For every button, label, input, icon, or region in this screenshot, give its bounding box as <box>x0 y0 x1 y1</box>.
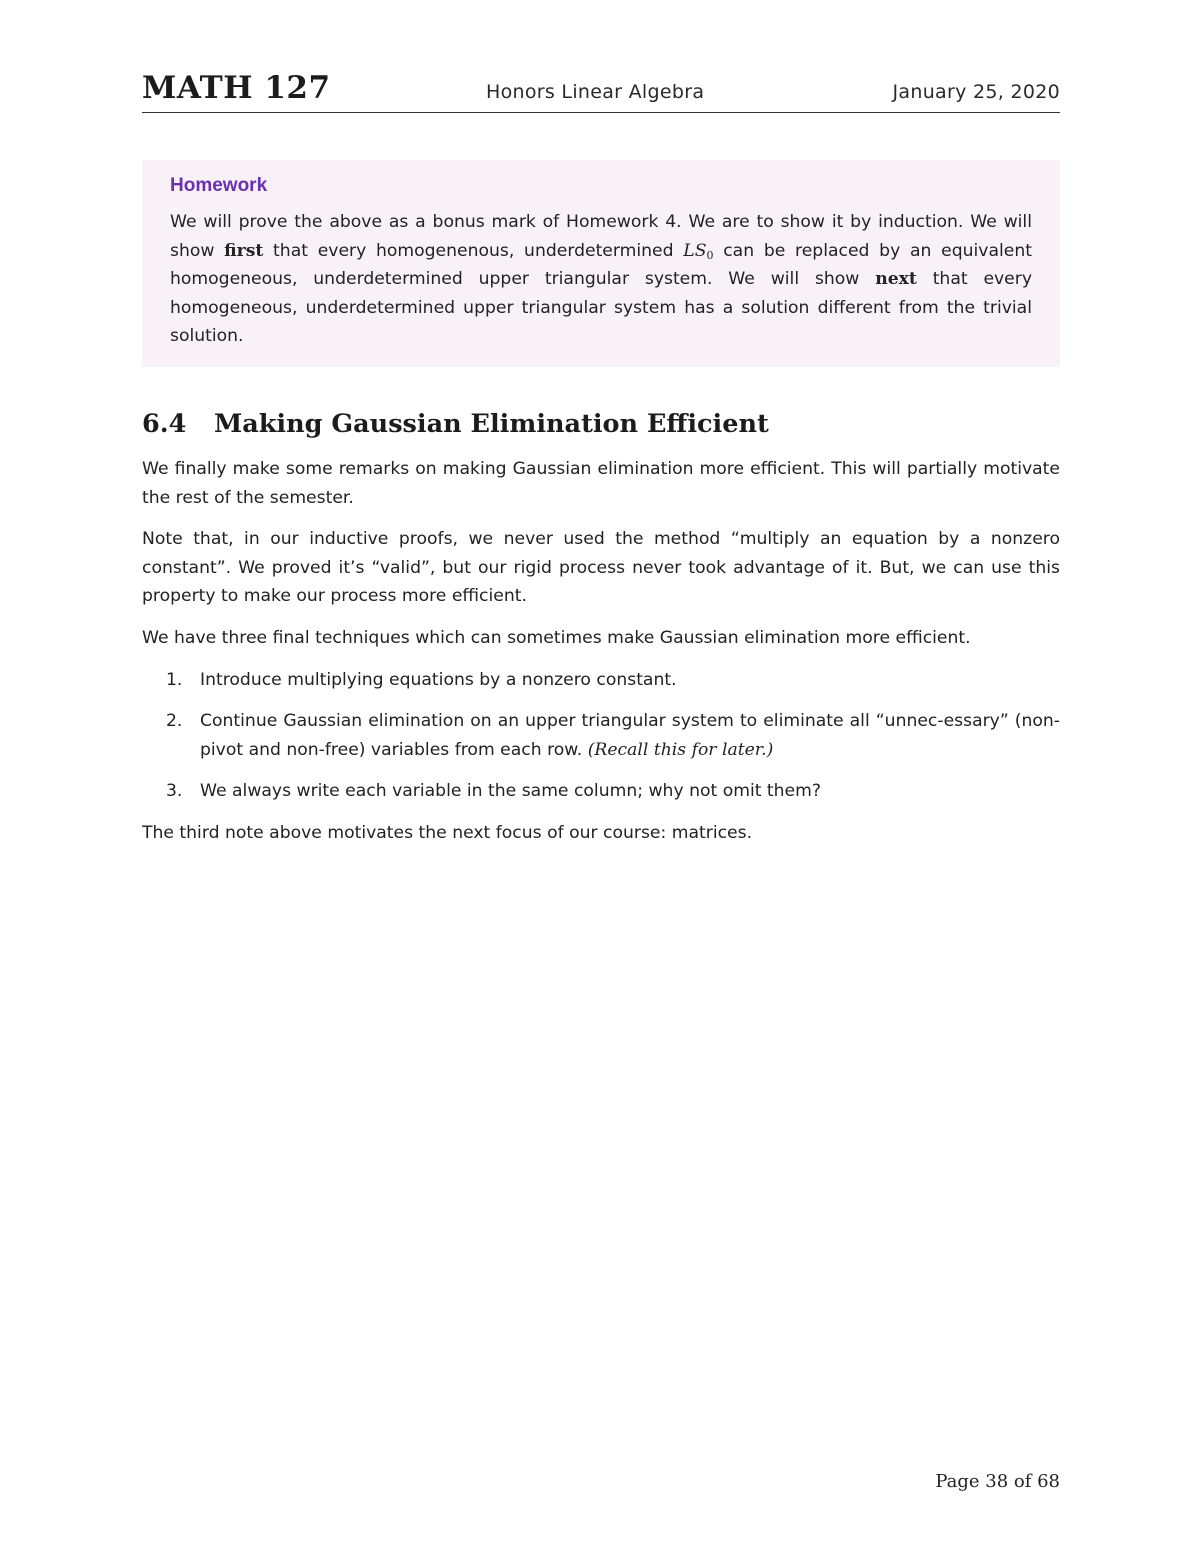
section-content <box>142 455 1060 861</box>
paragraph-2: Note that, in our inductive proofs, we never used the method “multiply an equation by a nonzero constant”. We proved it’s “valid”, but our rigid process never took advantage of it. But, we can use this property to make our process more efficient. <box>142 529 1060 607</box>
homework-bold-next: next <box>875 269 917 290</box>
homework-text-3: can be replaced by an equivalent homogeneous, underdetermined upper triangular system. We will show <box>170 240 1032 290</box>
recall-note: (Recall this for later.) <box>587 739 774 760</box>
section-heading <box>142 404 1060 444</box>
list-item-text: Introduce multiplying equations by a nonzero constant. <box>200 669 677 690</box>
list-marker: 3. <box>166 781 183 802</box>
paragraph-3: We have three final techniques which can sometimes make Gaussian elimination more efficient. <box>142 627 971 648</box>
page-header <box>142 68 1060 113</box>
document-page <box>142 0 1060 1553</box>
homework-text-1: We will prove the above as a bonus mark of Homework 4. We are to show it by induction. We will show <box>170 212 1032 261</box>
paragraph-1: We finally make some remarks on making Gaussian elimination more efficient. This will partially motivate the rest of the semester. <box>142 459 1060 508</box>
course-code: MATH 127 <box>142 70 331 106</box>
math-ls: LS <box>683 240 707 261</box>
homework-text-2: that every homogenenous, underdetermined <box>263 240 684 261</box>
list-item-text: Continue Gaussian elimination on an upper triangular system to eliminate all “unnec-essary” (non-pivot and non-free) variables from each row. <box>200 711 1060 760</box>
paragraph-4: The third note above motivates the next focus of our course: matrices. <box>142 822 753 843</box>
homework-text-4: that every homogeneous, underdetermined upper triangular system has a solution different from the trivial solution. <box>170 269 1032 347</box>
list-marker: 1. <box>166 669 183 690</box>
page-number: Page 38 of 68 <box>935 1471 1060 1492</box>
homework-bold-first: first <box>224 240 264 261</box>
list-item-text: We always write each variable in the same column; why not omit them? <box>200 781 821 802</box>
homework-title: Homework <box>170 175 268 196</box>
section-title: Making Gaussian Elimination Efficient <box>214 409 769 439</box>
techniques-list <box>142 666 1060 806</box>
list-item <box>142 707 1060 764</box>
list-item <box>142 666 1060 695</box>
math-ls0 <box>683 241 713 261</box>
list-marker: 2. <box>166 711 183 732</box>
math-ls-subscript: 0 <box>706 248 714 262</box>
homework-body <box>170 208 1032 351</box>
homework-box <box>142 160 1060 367</box>
list-item <box>142 777 1060 806</box>
course-title: Honors Linear Algebra <box>486 81 705 103</box>
section-number: 6.4 <box>142 409 187 439</box>
header-date: January 25, 2020 <box>892 81 1060 103</box>
